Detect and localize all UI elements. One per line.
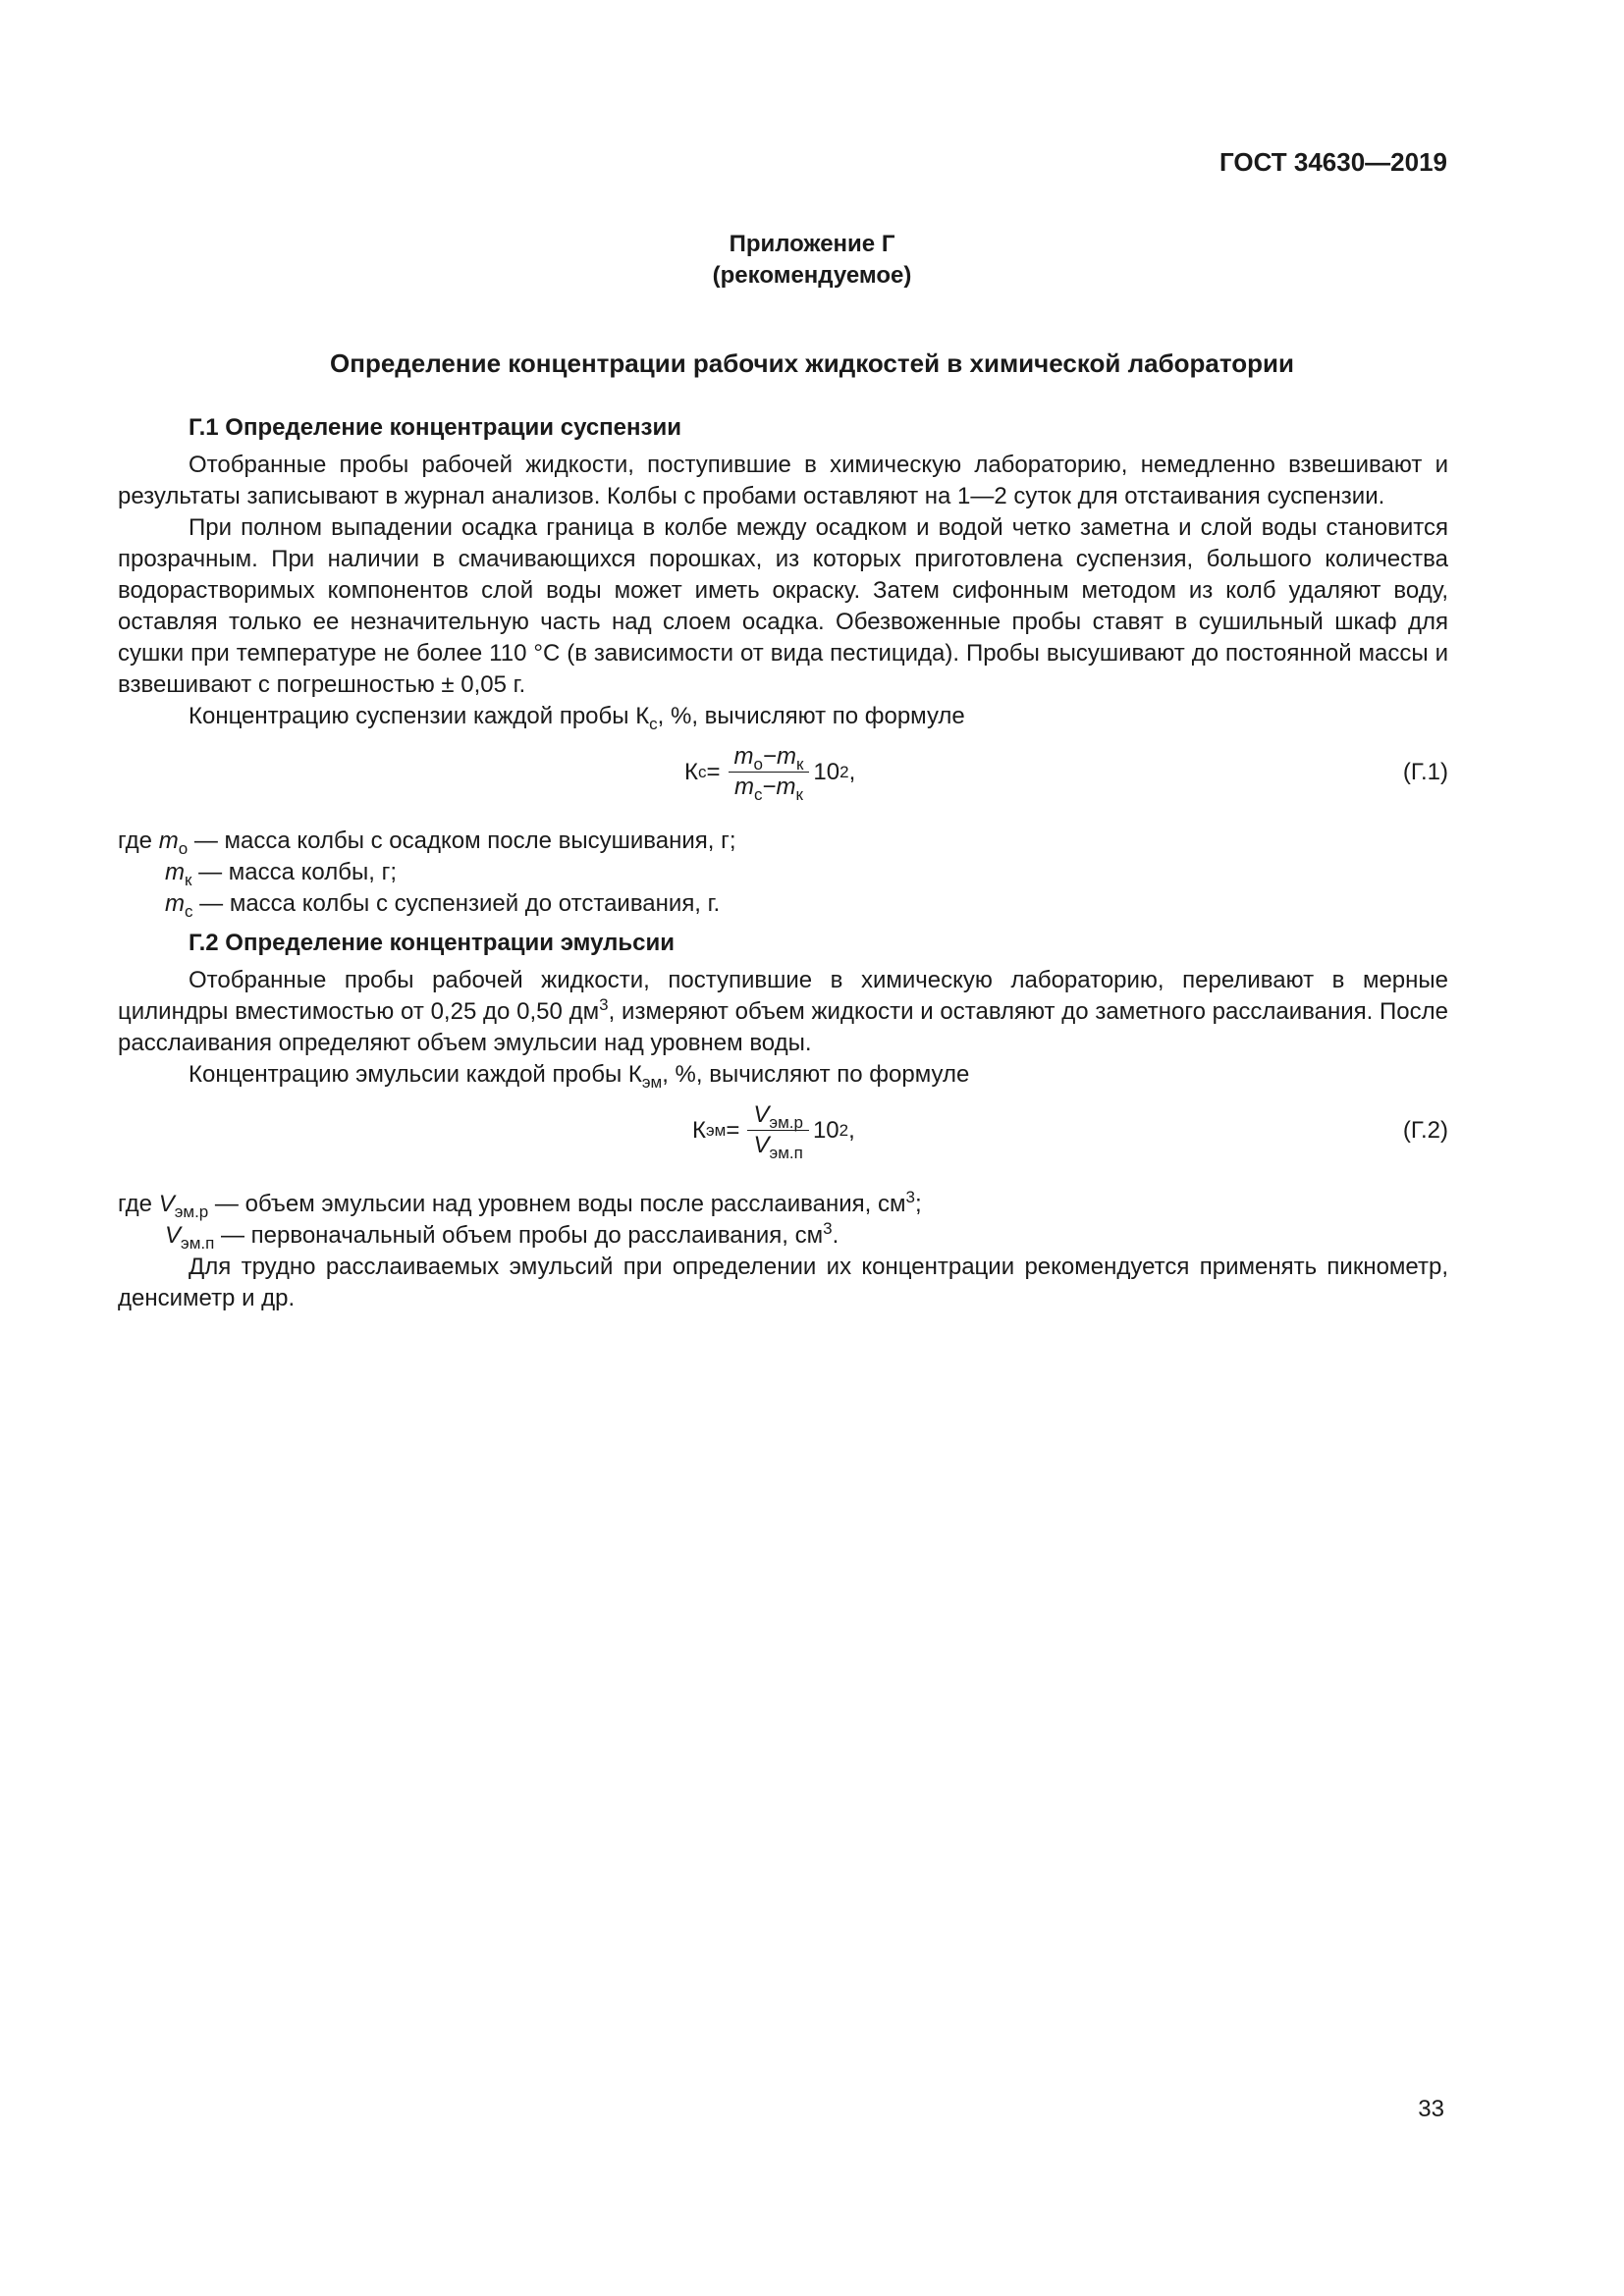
document-title: Определение концентрации рабочих жидкостей в химической лаборатории bbox=[330, 348, 1294, 378]
appendix-label: Приложение Г bbox=[729, 231, 895, 257]
paragraph: Концентрацию эмульсии каждой пробы $К_{эм}$, %, вычисляют по формуле bbox=[189, 1061, 970, 1092]
where-line: $m_к$ — масса колбы, г; bbox=[165, 859, 397, 889]
where-line: где $V_{эм.р}$ — объем эмульсии над уровнем воды после расслаивания, $см^3$; bbox=[118, 1188, 922, 1221]
fraction: $\frac{V_{эм.р}}{V_{эм.п}}$ bbox=[747, 1100, 809, 1160]
section-heading: Г.2 Определение концентрации эмульсии bbox=[189, 930, 675, 956]
where-line: где $m_о$ — масса колбы с осадком после высушивания, г; bbox=[118, 828, 736, 858]
where-line: $m_с$ — масса колбы с суспензией до отстаивания, г. bbox=[165, 890, 721, 921]
formula-g2: К эм = $\frac{V_{эм.р}}{V_{эм.п}}$ 10 2 , (Г.2) bbox=[692, 1101, 1448, 1162]
appendix-status: (рекомендуемое) bbox=[712, 262, 912, 289]
formula-g1: К с = $\frac{m_о-m_к}{m_с-m_к}$ 10 2 , (Г.1) bbox=[684, 743, 1448, 804]
appendix-heading bbox=[0, 229, 1624, 292]
where-line: $V_{эм.п}$ — первоначальный объем пробы до расслаивания, $см^3$. bbox=[165, 1219, 839, 1253]
paragraph: Отобранные пробы рабочей жидкости, поступившие в химическую лабораторию, переливают в мерные цилиндры вместимостью от 0,25 до 0,50 $дм^3$, измеряют объем жидкости и оставляют до заметного расслаивания. После расслаивания определяют объем эмульсии над уровнем воды. bbox=[118, 967, 1448, 1056]
standard-code: ГОСТ 34630—2019 bbox=[1219, 147, 1447, 177]
section-suspension bbox=[118, 412, 1448, 1314]
section-heading: Г.1 Определение концентрации суспензии bbox=[189, 414, 681, 441]
paragraph: Для трудно расслаиваемых эмульсий при определении их концентрации рекомендуется применять пикнометр, денсиметр и др. bbox=[118, 1254, 1448, 1311]
paragraph: При полном выпадении осадка граница в колбе между осадком и водой четко заметна и слой воды становится прозрачным. При наличии в смачивающихся порошках, из которых приготовлена суспензия, большого количества водорастворимых компонентов слой воды может иметь окраску. Затем сифонным методом из колб удаляют воду, оставляя только ее незначительную часть над слоем осадка. Обезвоженные пробы ставят в сушильный шкаф для сушки при температуре не более 110 °С (в зависимости от вида пестицида). Пробы высушивают до постоянной массы и взвешивают с погрешностью ± 0,05 г. bbox=[118, 514, 1448, 698]
equation-number: (Г.2) bbox=[1402, 1117, 1448, 1144]
paragraph: Отобранные пробы рабочей жидкости, поступившие в химическую лабораторию, немедленно взвешивают и результаты записывают в журнал анализов. Колбы с пробами оставляют на 1—2 суток для отстаивания суспензии. bbox=[118, 452, 1448, 509]
fraction: $\frac{m_о-m_к}{m_с-m_к}$ bbox=[729, 742, 810, 802]
equation-number: (Г.1) bbox=[1402, 759, 1448, 785]
paragraph: Концентрацию суспензии каждой пробы $К_с$, %, вычисляют по формуле bbox=[189, 703, 965, 733]
page-number: 33 bbox=[1418, 2096, 1444, 2122]
